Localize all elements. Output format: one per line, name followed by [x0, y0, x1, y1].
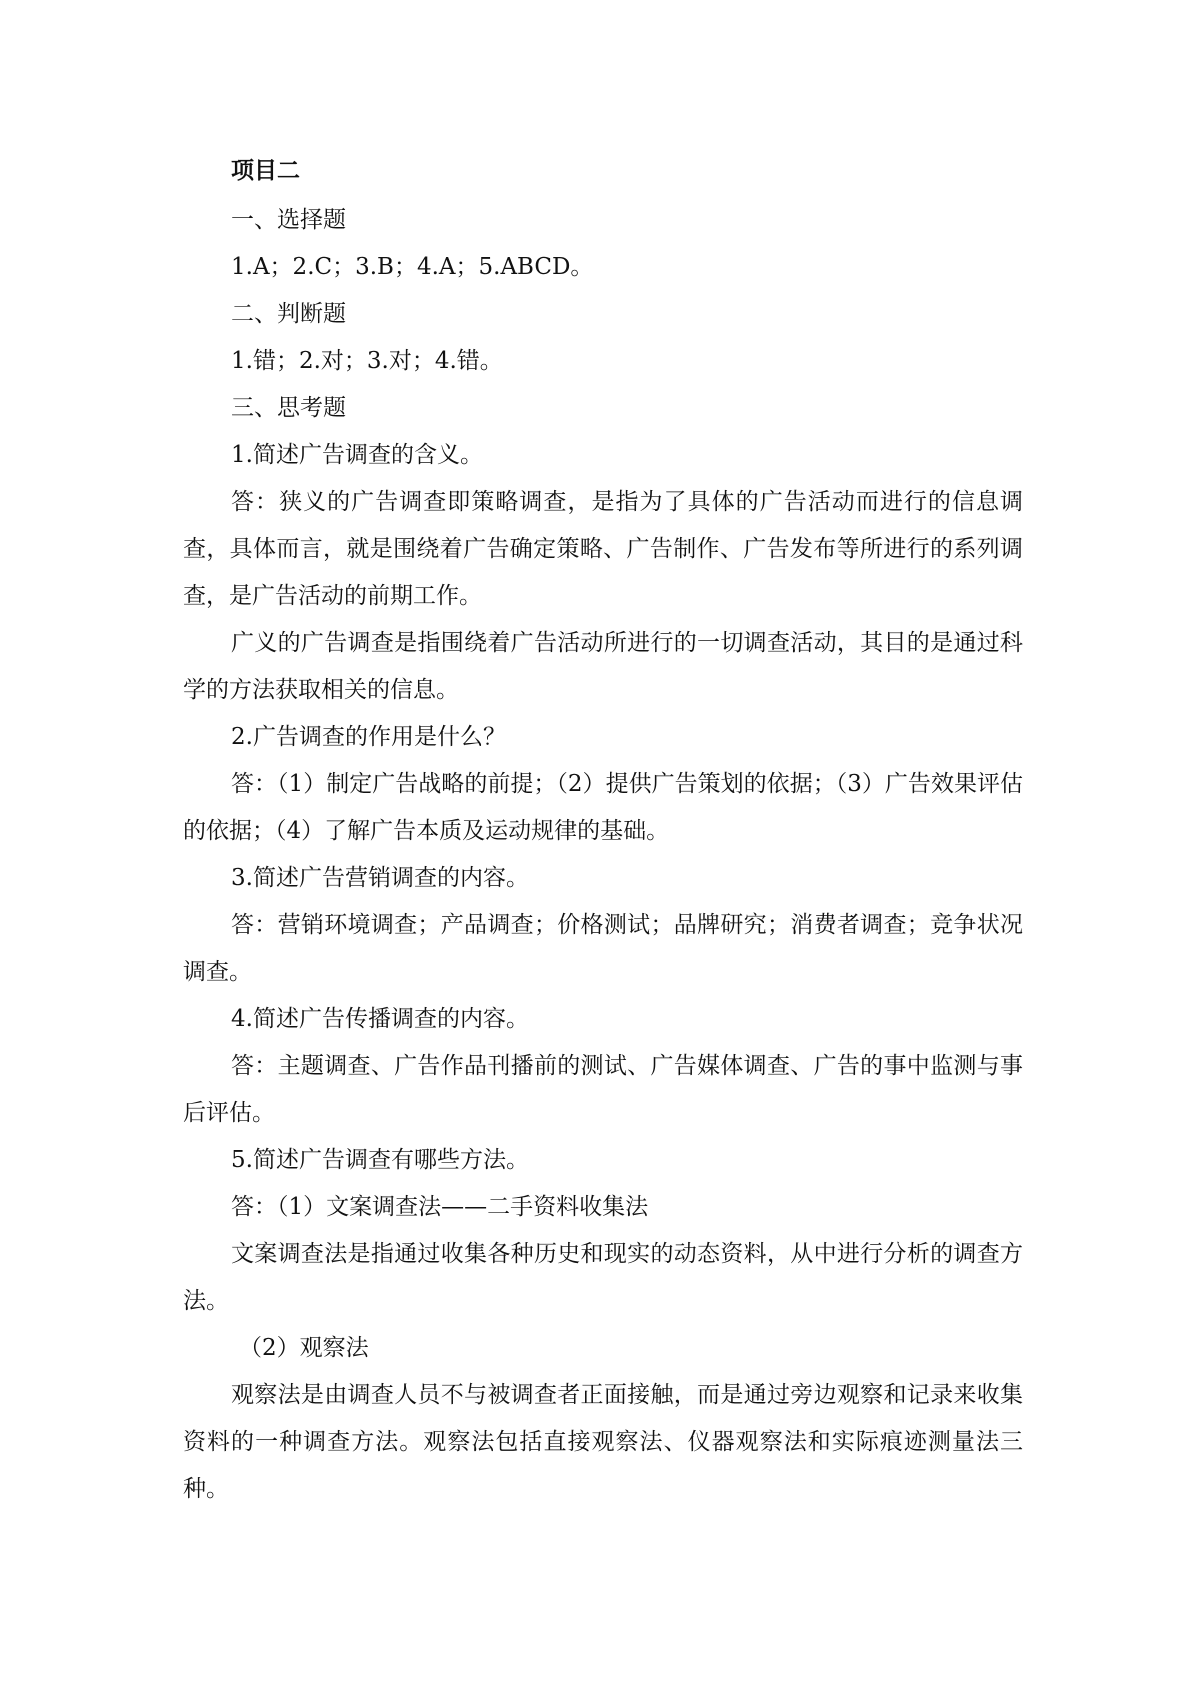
q5-answer-p1: 文案调查法是指通过收集各种历史和现实的动态资料，从中进行分析的调查方法。 [183, 1241, 1023, 1314]
q5-answer-head: 答：（1）文案调查法——二手资料收集法 [231, 1194, 649, 1220]
document-page [183, 148, 1023, 1513]
q4-question: 4.简述广告传播调查的内容。 [231, 1006, 529, 1032]
q5-answer-p2: 观察法是由调查人员不与被调查者正面接触，而是通过旁边观察和记录来收集资料的一种调查方法。观察法包括直接观察法、仪器观察法和实际痕迹测量法三种。 [183, 1382, 1023, 1502]
q3-answer: 答：营销环境调查；产品调查；价格测试；品牌研究；消费者调查；竞争状况调查。 [183, 912, 1023, 985]
choice-answers: 1.A；2.C；3.B；4.A；5.ABCD。 [231, 254, 594, 280]
q1-answer-p1: 答：狭义的广告调查即策略调查，是指为了具体的广告活动而进行的信息调查，具体而言，就是围绕着广告确定策略、广告制作、广告发布等所进行的系列调查，是广告活动的前期工作。 [183, 489, 1023, 609]
q4-answer: 答：主题调查、广告作品刊播前的测试、广告媒体调查、广告的事中监测与事后评估。 [183, 1053, 1023, 1126]
judge-answers: 1.错；2.对；3.对；4.错。 [231, 348, 503, 374]
q5-sub2-heading: （2）观察法 [239, 1335, 369, 1361]
q3-question: 3.简述广告营销调查的内容。 [231, 865, 529, 891]
judge-heading: 二、判断题 [231, 301, 346, 327]
q5-question: 5.简述广告调查有哪些方法。 [231, 1147, 529, 1173]
choice-heading: 一、选择题 [231, 207, 346, 233]
q1-answer-p2: 广义的广告调查是指围绕着广告活动所进行的一切调查活动，其目的是通过科学的方法获取相关的信息。 [183, 630, 1023, 703]
q1-question: 1.简述广告调查的含义。 [231, 442, 483, 468]
q2-answer: 答：（1）制定广告战略的前提；（2）提供广告策划的依据；（3）广告效果评估的依据；（4）了解广告本质及运动规律的基础。 [183, 771, 1023, 844]
think-heading: 三、思考题 [231, 395, 346, 421]
q2-question: 2.广告调查的作用是什么？ [231, 724, 506, 750]
project-title: 项目二 [231, 158, 300, 184]
